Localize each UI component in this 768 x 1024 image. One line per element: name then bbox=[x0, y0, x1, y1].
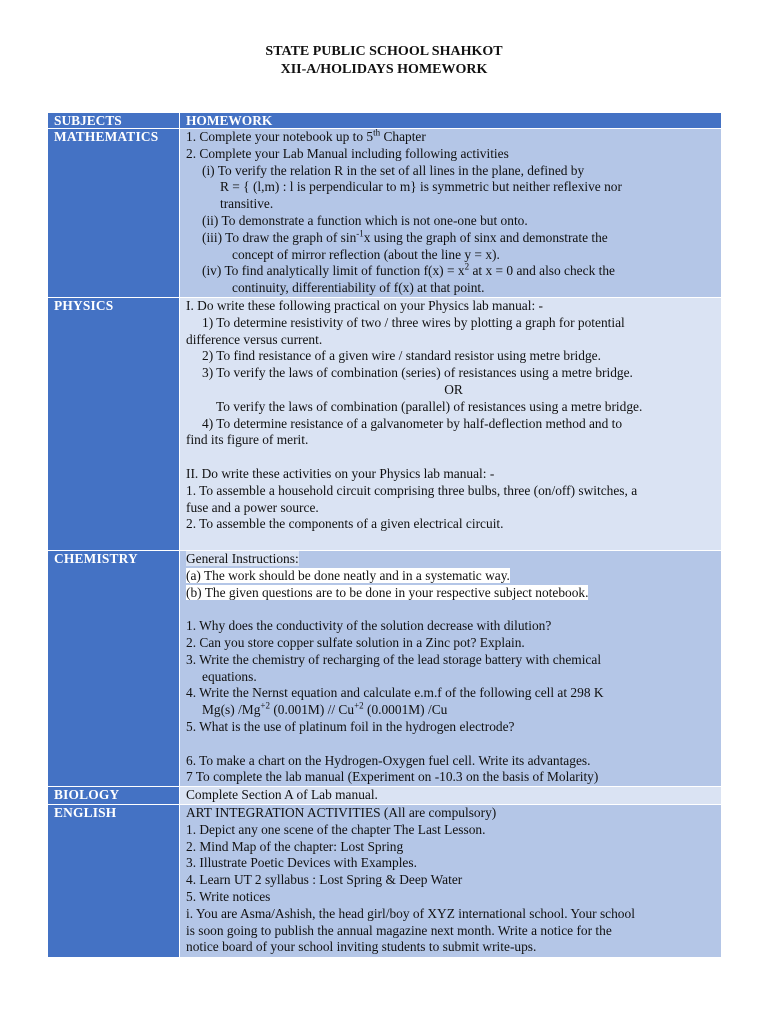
homework-line: (a) The work should be done neatly and in a systematic way. bbox=[186, 567, 510, 583]
table-row-biology bbox=[48, 787, 722, 805]
homework-line: equations. bbox=[202, 668, 257, 684]
homework-table bbox=[47, 112, 722, 958]
page-title: XII-A/HOLIDAYS HOMEWORK bbox=[280, 62, 488, 77]
table-row-physics bbox=[48, 298, 722, 551]
homework-line: difference versus current. bbox=[186, 331, 323, 347]
column-header-subjects: SUBJECTS bbox=[48, 113, 180, 129]
subject-biology: BIOLOGY bbox=[48, 787, 180, 805]
homework-line: 3. Illustrate Poetic Devices with Examples. bbox=[186, 855, 417, 871]
homework-line: fuse and a power source. bbox=[186, 499, 319, 515]
homework-line: 1. Why does the conductivity of the solution decrease with dilution? bbox=[186, 618, 552, 634]
subject-physics: PHYSICS bbox=[48, 298, 180, 551]
homework-line: 4) To determine resistance of a galvanometer by half-deflection method and to bbox=[202, 415, 623, 431]
homework-line: concept of mirror reflection (about the line y = x). bbox=[232, 246, 500, 262]
homework-line: Complete Section A of Lab manual. bbox=[186, 787, 378, 803]
homework-line: 1. To assemble a household circuit comprising three bulbs, three (on/off) switches, a bbox=[186, 482, 638, 498]
homework-line: 4. Write the Nernst equation and calculate e.m.f of the following cell at 298 K bbox=[186, 685, 604, 701]
homework-line: OR bbox=[444, 381, 463, 397]
homework-line: 2. Can you store copper sulfate solution in a Zinc pot? Explain. bbox=[186, 634, 525, 650]
homework-line: (i) To verify the relation R in the set of all lines in the plane, defined by bbox=[202, 162, 585, 178]
homework-line: 5. What is the use of platinum foil in the hydrogen electrode? bbox=[186, 718, 515, 734]
homework-line: 7 To complete the lab manual (Experiment on -10.3 on the basis of Molarity) bbox=[186, 769, 599, 785]
homework-line: 2. Complete your Lab Manual including following activities bbox=[186, 145, 509, 161]
homework-line: 3) To verify the laws of combination (series) of resistances using a metre bridge. bbox=[202, 365, 633, 381]
homework-line: i. You are Asma/Ashish, the head girl/boy of XYZ international school. Your school bbox=[186, 905, 635, 921]
homework-line: 6. To make a chart on the Hydrogen-Oxygen fuel cell. Write its advantages. bbox=[186, 752, 591, 768]
homework-chemistry bbox=[180, 551, 722, 787]
homework-line: (ii) To demonstrate a function which is not one-one but onto. bbox=[202, 212, 528, 228]
table-row-english bbox=[48, 804, 722, 957]
homework-line: 2. Mind Map of the chapter: Lost Spring bbox=[186, 838, 404, 854]
homework-line: II. Do write these activities on your Physics lab manual: - bbox=[186, 465, 495, 481]
homework-line: transitive. bbox=[220, 196, 274, 212]
homework-line: (iii) To draw the graph of $\sin^{-1}x$ using the graph of sinx and demonstrate the bbox=[202, 228, 608, 245]
homework-line: 1) To determine resistivity of two / three wires by plotting a graph for potential bbox=[202, 314, 625, 330]
homework-line: 2) To find resistance of a given wire / standard resistor using metre bridge. bbox=[202, 348, 601, 364]
subject-english: ENGLISH bbox=[48, 804, 180, 957]
homework-line: (b) The given questions are to be done in your respective subject notebook. bbox=[186, 584, 589, 600]
table-header-row bbox=[48, 113, 722, 129]
school-name: STATE PUBLIC SCHOOL SHAHKOT bbox=[265, 44, 503, 59]
homework-line: ART INTEGRATION ACTIVITIES (All are compulsory) bbox=[186, 804, 497, 820]
homework-line: I. Do write these following practical on your Physics lab manual: - bbox=[186, 298, 543, 313]
homework-line: 3. Write the chemistry of recharging of the lead storage battery with chemical bbox=[186, 651, 602, 667]
homework-line: Mg(s) $/Mg^{+2}$ $(0.001M) // Cu^{+2}$ (0.0001M) /Cu bbox=[202, 700, 448, 718]
column-header-homework: HOMEWORK bbox=[180, 113, 722, 129]
homework-physics bbox=[180, 298, 722, 551]
homework-mathematics bbox=[180, 129, 722, 298]
table-row-mathematics bbox=[48, 129, 722, 298]
homework-line: R = { (l,m) : l is perpendicular to m} is symmetric but neither reflexive nor bbox=[220, 179, 622, 195]
homework-line: To verify the laws of combination (parallel) of resistances using a metre bridge. bbox=[216, 398, 643, 414]
table-row-chemistry bbox=[48, 551, 722, 787]
homework-english bbox=[180, 804, 722, 957]
homework-line: find its figure of merit. bbox=[186, 432, 309, 448]
homework-line: notice board of your school inviting students to submit write-ups. bbox=[186, 939, 537, 955]
subject-chemistry: CHEMISTRY bbox=[48, 551, 180, 787]
homework-line: 5. Write notices bbox=[186, 888, 271, 904]
homework-biology bbox=[180, 787, 722, 805]
homework-line: is soon going to publish the annual magazine next month. Write a notice for the bbox=[186, 922, 612, 938]
subject-mathematics: MATHEMATICS bbox=[48, 129, 180, 298]
homework-line: 4. Learn UT 2 syllabus : Lost Spring & Deep Water bbox=[186, 872, 463, 888]
homework-line: (iv) To find analytically limit of function $f(x) = x^2$ at x = 0 and also check the bbox=[202, 261, 615, 279]
homework-line: General Instructions: bbox=[186, 551, 299, 566]
homework-line: continuity, differentiability of f(x) at that point. bbox=[232, 280, 485, 296]
homework-line: 1. Depict any one scene of the chapter The Last Lesson. bbox=[186, 821, 486, 837]
homework-line: 1. Complete your notebook up to 5th Chapter bbox=[186, 127, 426, 144]
homework-line: 2. To assemble the components of a given electrical circuit. bbox=[186, 516, 504, 532]
